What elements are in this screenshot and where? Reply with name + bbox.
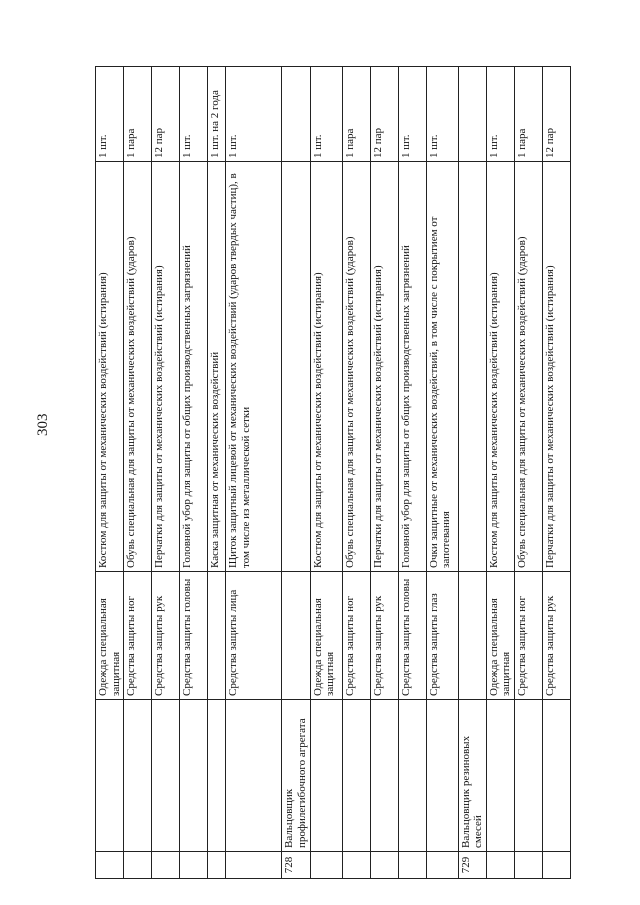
table-row — [282, 67, 310, 879]
table-row — [310, 67, 342, 879]
cell-type: Средства защиты рук — [152, 572, 180, 700]
table-row — [515, 67, 543, 879]
cell-num — [124, 852, 152, 879]
cell-num — [180, 852, 208, 879]
cell-norm: 1 пара — [124, 67, 152, 162]
cell-type: Средства защиты глаз — [426, 572, 458, 700]
cell-item: Головной убор для защиты от общих производственных загрязнений — [180, 162, 208, 572]
cell-type: Средства защиты ног — [124, 572, 152, 700]
cell-type: Средства защиты головы — [398, 572, 426, 700]
cell-profession — [543, 700, 571, 852]
cell-profession — [124, 700, 152, 852]
cell-profession — [310, 700, 342, 852]
cell-norm: 12 пар — [370, 67, 398, 162]
cell-type: Средства защиты рук — [543, 572, 571, 700]
cell-norm: 12 пар — [543, 67, 571, 162]
table-row — [398, 67, 426, 879]
table-row — [152, 67, 180, 879]
cell-num — [426, 852, 458, 879]
cell-num — [96, 852, 124, 879]
cell-norm: 1 шт. — [426, 67, 458, 162]
cell-item: Перчатки для защиты от механических воздействий (истирания) — [152, 162, 180, 572]
cell-type — [208, 572, 226, 700]
cell-item: Перчатки для защиты от механических воздействий (истирания) — [543, 162, 571, 572]
cell-item: Каска защитная от механических воздействий — [208, 162, 226, 572]
table-row — [226, 67, 282, 879]
cell-type: Средства защиты лица — [226, 572, 282, 700]
cell-num — [208, 852, 226, 879]
cell-item — [458, 162, 486, 572]
cell-item: Костюм для защиты от механических воздействий (истирания) — [486, 162, 514, 572]
cell-num — [486, 852, 514, 879]
cell-type: Одежда специальная защитная — [96, 572, 124, 700]
cell-item: Обувь специальная для защиты от механических воздействий (ударов) — [124, 162, 152, 572]
cell-profession — [398, 700, 426, 852]
cell-profession — [370, 700, 398, 852]
cell-profession — [515, 700, 543, 852]
cell-type: Средства защиты рук — [370, 572, 398, 700]
cell-num — [398, 852, 426, 879]
cell-profession — [152, 700, 180, 852]
cell-type: Средства защиты ног — [342, 572, 370, 700]
cell-item: Очки защитные от механических воздействий, в том числе с покрытием от запотевания — [426, 162, 458, 572]
cell-num — [342, 852, 370, 879]
cell-norm: 1 пара — [515, 67, 543, 162]
cell-item: Обувь специальная для защиты от механических воздействий (ударов) — [342, 162, 370, 572]
table-row — [426, 67, 458, 879]
cell-profession — [426, 700, 458, 852]
cell-num — [370, 852, 398, 879]
cell-item: Перчатки для защиты от механических воздействий (истирания) — [370, 162, 398, 572]
cell-norm: 1 шт. на 2 года — [208, 67, 226, 162]
cell-profession: Вальцовщик профилегибочного агрегата — [282, 700, 310, 852]
table-row — [486, 67, 514, 879]
cell-type — [282, 572, 310, 700]
rotated-page — [95, 67, 623, 879]
cell-norm — [458, 67, 486, 162]
table-row — [124, 67, 152, 879]
cell-profession — [180, 700, 208, 852]
cell-num — [310, 852, 342, 879]
table-row — [208, 67, 226, 879]
cell-profession — [208, 700, 226, 852]
cell-profession — [342, 700, 370, 852]
cell-type — [458, 572, 486, 700]
cell-num — [543, 852, 571, 879]
table-row — [96, 67, 124, 879]
cell-norm: 1 шт. — [226, 67, 282, 162]
cell-profession: Вальцовщик резиновых смесей — [458, 700, 486, 852]
cell-profession — [486, 700, 514, 852]
ppe-norms-table — [95, 66, 571, 879]
cell-norm — [282, 67, 310, 162]
cell-norm: 1 шт. — [310, 67, 342, 162]
cell-norm: 1 пара — [342, 67, 370, 162]
cell-item: Щиток защитный лицевой от механических воздействий (ударов твердых частиц), в том числе из металлической сетки — [226, 162, 282, 572]
cell-item: Костюм для защиты от механических воздействий (истирания) — [310, 162, 342, 572]
cell-norm: 1 шт. — [96, 67, 124, 162]
cell-type: Средства защиты ног — [515, 572, 543, 700]
cell-norm: 1 шт. — [398, 67, 426, 162]
page-number: 303 — [35, 413, 51, 436]
cell-num — [152, 852, 180, 879]
cell-profession — [96, 700, 124, 852]
cell-type: Одежда специальная защитная — [310, 572, 342, 700]
table-row — [543, 67, 571, 879]
table-body — [96, 67, 571, 879]
table-row — [458, 67, 486, 879]
cell-item — [282, 162, 310, 572]
cell-type: Одежда специальная защитная — [486, 572, 514, 700]
cell-num — [515, 852, 543, 879]
cell-num: 728 — [282, 852, 310, 879]
cell-norm: 12 пар — [152, 67, 180, 162]
cell-num — [226, 852, 282, 879]
cell-item: Головной убор для защиты от общих производственных загрязнений — [398, 162, 426, 572]
cell-type: Средства защиты головы — [180, 572, 208, 700]
cell-item: Костюм для защиты от механических воздействий (истирания) — [96, 162, 124, 572]
cell-norm: 1 шт. — [486, 67, 514, 162]
table-row — [370, 67, 398, 879]
cell-norm: 1 шт. — [180, 67, 208, 162]
cell-profession — [226, 700, 282, 852]
cell-item: Обувь специальная для защиты от механических воздействий (ударов) — [515, 162, 543, 572]
table-row — [180, 67, 208, 879]
table-row — [342, 67, 370, 879]
cell-num: 729 — [458, 852, 486, 879]
